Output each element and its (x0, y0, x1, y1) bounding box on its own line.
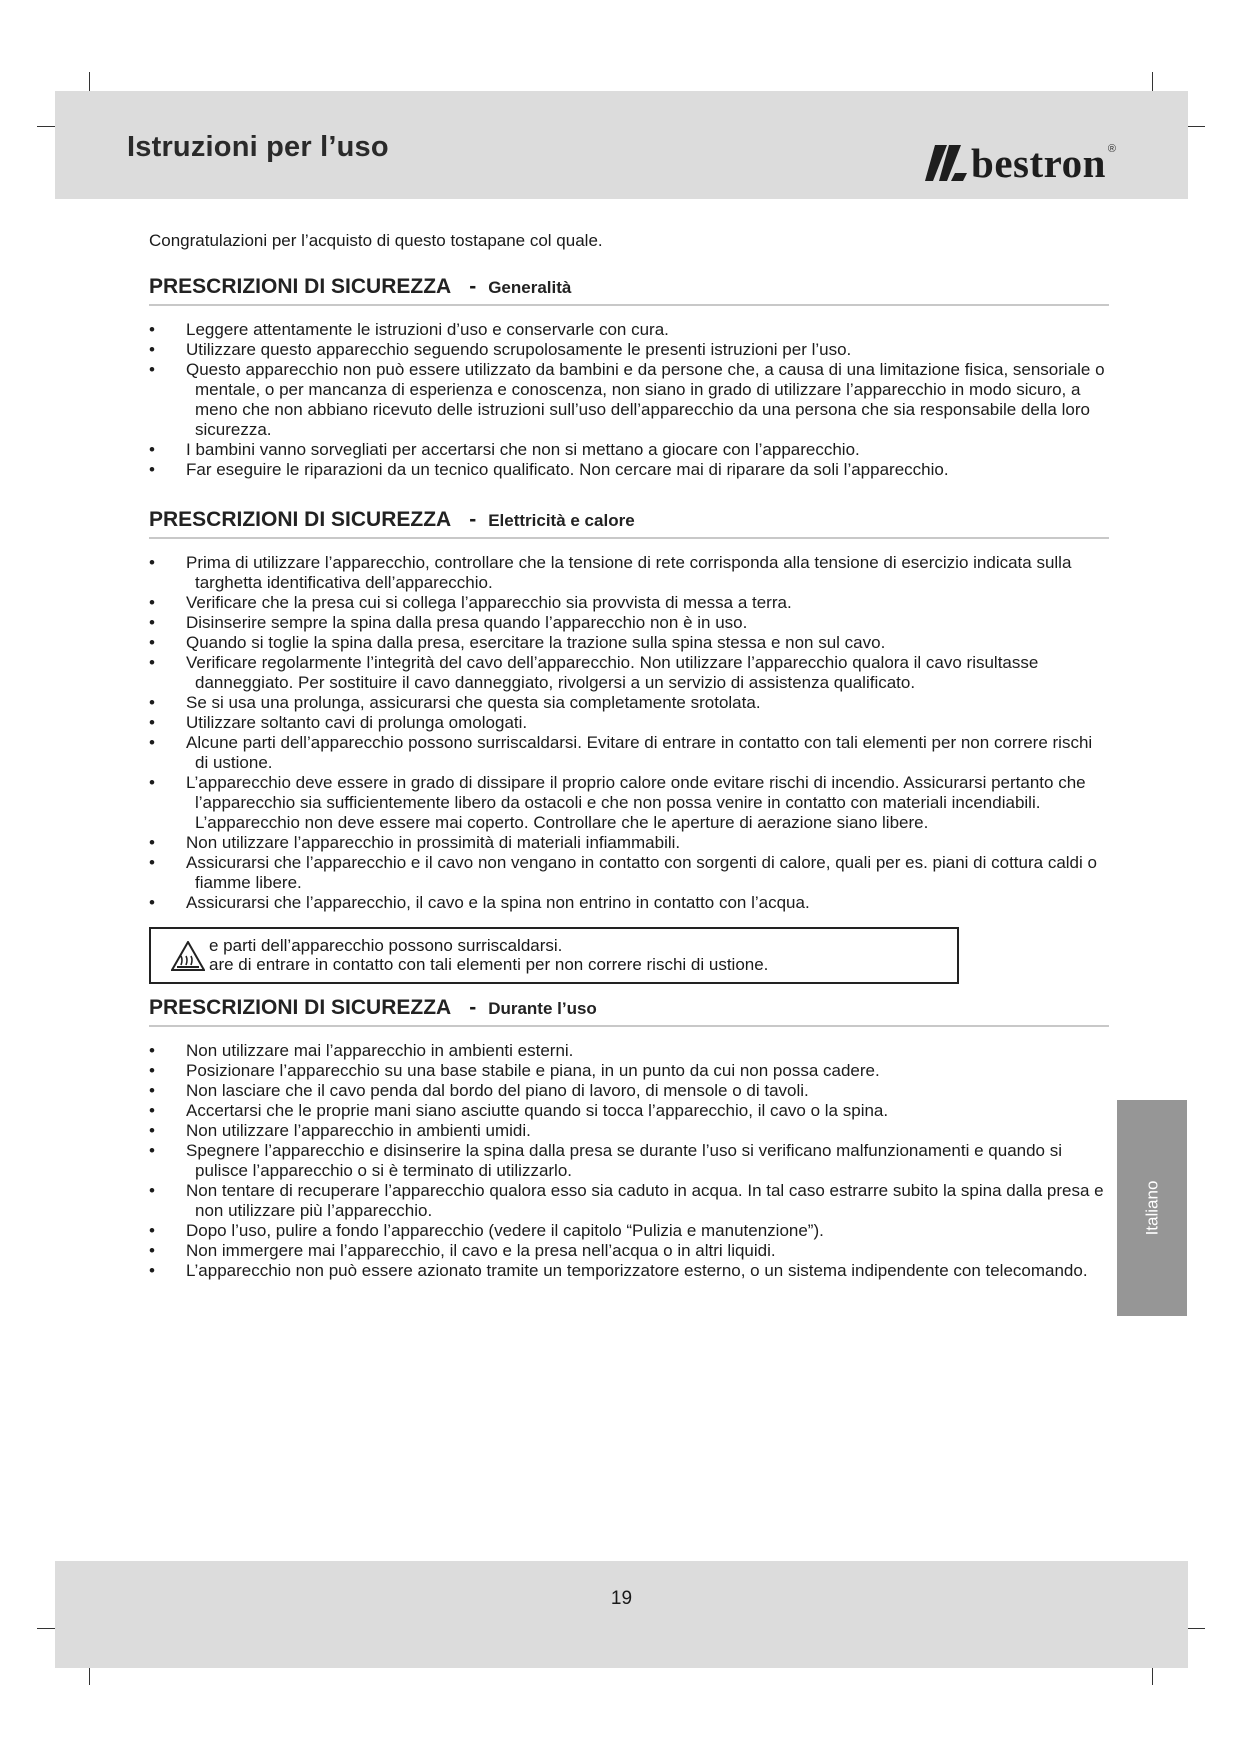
section-title: PRESCRIZIONI DI SICUREZZA (149, 996, 452, 1019)
section-divider (149, 537, 1109, 539)
list-item: • Non utilizzare l’apparecchio in prossimità di materiali infiammabili. (149, 833, 1109, 853)
list-item: • L’apparecchio non può essere azionato tramite un temporizzatore esterno, o un sistema indipendente con telecomando. (149, 1261, 1109, 1281)
section-subtitle: Elettricità e calore (488, 511, 635, 530)
list-item: • Quando si toglie la spina dalla presa, esercitare la trazione sulla spina stessa e non sul cavo. (149, 633, 1109, 653)
list-item: • Verificare regolarmente l’integrità del cavo dell’apparecchio. Non utilizzare l’apparecchio qualora il cavo risultasse danneggiato. Per sostituire il cavo danneggiato, rivolgersi a un servizio di assistenza qualificato. (149, 653, 1109, 693)
list-item: • Se si usa una prolunga, assicurarsi che questa sia completamente srotolata. (149, 693, 1109, 713)
bullet-list (149, 1041, 1109, 1281)
brand-chevron-icon (925, 143, 969, 183)
section-heading (149, 275, 1109, 299)
brand-logo (925, 140, 1116, 186)
list-item: • Spegnere l’apparecchio e disinserire la spina dalla presa se durante l’uso si verificano malfunzionamenti e quando si pulisce l’apparecchio o si è terminato di utilizzarlo. (149, 1141, 1109, 1181)
list-item: • Non utilizzare mai l’apparecchio in ambienti esterni. (149, 1041, 1109, 1061)
list-item: • L’apparecchio deve essere in grado di dissipare il proprio calore onde evitare rischi di incendio. Assicurarsi pertanto che l’apparecchio sia sufficientemente libero da ostacoli e che non possa venire in contatto con materiali incendiabili. L’apparecchio non deve essere mai coperto. Controllare che le aperture di aerazione siano libere. (149, 773, 1109, 833)
section-dash: - (469, 508, 477, 531)
section-dash: - (469, 275, 477, 298)
page-title: Istruzioni per l’uso (127, 131, 389, 163)
section-divider (149, 304, 1109, 306)
bullet-list (149, 553, 1109, 913)
list-item: • Non tentare di recuperare l’apparecchio qualora esso sia caduto in acqua. In tal caso estrarre subito la spina dalla presa e non utilizzare più l’apparecchio. (149, 1181, 1109, 1221)
section-dash: - (469, 996, 477, 1019)
list-item: • Non immergere mai l’apparecchio, il cavo e la presa nell’acqua o in altri liquidi. (149, 1241, 1109, 1261)
section-subtitle: Generalità (488, 278, 572, 297)
warning-line: are di entrare in contatto con tali elementi per non correre rischi di ustione. (209, 955, 769, 974)
section-elettricita (149, 508, 1109, 913)
language-tab (1117, 1100, 1187, 1316)
section-title: PRESCRIZIONI DI SICUREZZA (149, 508, 452, 531)
section-title: PRESCRIZIONI DI SICUREZZA (149, 275, 452, 298)
section-heading (149, 508, 1109, 532)
section-generalita (149, 275, 1109, 480)
warning-text (209, 936, 768, 974)
list-item: • Verificare che la presa cui si collega l’apparecchio sia provvista di messa a terra. (149, 593, 1109, 613)
section-divider (149, 1025, 1109, 1027)
brand-registered-mark: ® (1107, 143, 1116, 155)
section-heading (149, 996, 1109, 1020)
bullet-list (149, 320, 1109, 480)
section-subtitle: Durante l’uso (488, 999, 597, 1018)
list-item: • Non lasciare che il cavo penda dal bordo del piano di lavoro, di mensole o di tavoli. (149, 1081, 1109, 1101)
list-item: • Alcune parti dell’apparecchio possono surriscaldarsi. Evitare di entrare in contatto con tali elementi per non correre rischi di ustione. (149, 733, 1109, 773)
warning-line: e parti dell’apparecchio possono surriscaldarsi. (209, 936, 563, 955)
list-item: • Far eseguire le riparazioni da un tecnico qualificato. Non cercare mai di riparare da soli l’apparecchio. (149, 460, 1109, 480)
brand-name: bestron (971, 140, 1106, 186)
list-item: • Accertarsi che le proprie mani siano asciutte quando si tocca l’apparecchio, il cavo o la spina. (149, 1101, 1109, 1121)
list-item: • Utilizzare questo apparecchio seguendo scrupolosamente le presenti istruzioni per l’uso. (149, 340, 1109, 360)
list-item: • Utilizzare soltanto cavi di prolunga omologati. (149, 713, 1109, 733)
list-item: • Assicurarsi che l’apparecchio e il cavo non vengano in contatto con sorgenti di calore, quali per es. piani di cottura caldi o fiamme libere. (149, 853, 1109, 893)
intro-text: Congratulazioni per l’acquisto di questo tostapane col quale. (149, 231, 603, 250)
header-band (55, 91, 1188, 199)
list-item: • Leggere attentamente le istruzioni d’uso e conservarle con cura. (149, 320, 1109, 340)
section-durante-uso (149, 996, 1109, 1281)
hot-surface-warning-box (149, 927, 959, 984)
hot-surface-warning-icon (171, 941, 205, 971)
list-item: • Disinserire sempre la spina dalla presa quando l’apparecchio non è in uso. (149, 613, 1109, 633)
main-content (149, 231, 1109, 1281)
list-item: • Questo apparecchio non può essere utilizzato da bambini e da persone che, a causa di una limitazione fisica, sensoriale o mentale, o per mancanza di esperienza e conoscenza, non siano in grado di utilizzare l’apparecchio in modo sicuro, a meno che non abbiano ricevuto delle istruzioni sull’uso dell’apparecchio da una persona che sia responsabile della loro sicurezza. (149, 360, 1109, 440)
footer-band (55, 1561, 1188, 1668)
list-item: • Assicurarsi che l’apparecchio, il cavo e la spina non entrino in contatto con l’acqua. (149, 893, 1109, 913)
page-number: 19 (610, 1588, 633, 1609)
language-tab-label: Italiano (1141, 1180, 1161, 1236)
list-item: • Posizionare l’apparecchio su una base stabile e piana, in un punto da cui non possa cadere. (149, 1061, 1109, 1081)
list-item: • Prima di utilizzare l’apparecchio, controllare che la tensione di rete corrisponda alla tensione di esercizio indicata sulla targhetta identificativa dell’apparecchio. (149, 553, 1109, 593)
list-item: • I bambini vanno sorvegliati per accertarsi che non si mettano a giocare con l’apparecchio. (149, 440, 1109, 460)
list-item: • Dopo l’uso, pulire a fondo l’apparecchio (vedere il capitolo “Pulizia e manutenzione”). (149, 1221, 1109, 1241)
list-item: • Non utilizzare l’apparecchio in ambienti umidi. (149, 1121, 1109, 1141)
